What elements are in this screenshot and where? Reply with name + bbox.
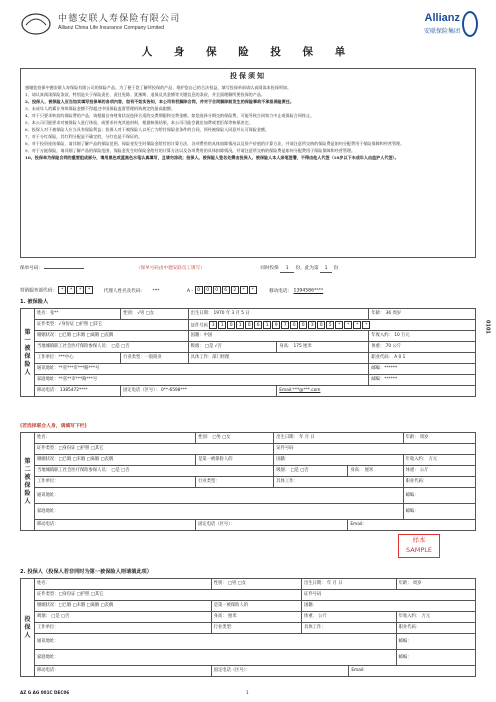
form-code: AZ G AG 001C DEC06 (20, 690, 70, 695)
notice-item: 4、对于只要求转款的保险费的产品，请根据自身财务状况选择合适的交费期限和交费金额。如您选择分期交纳保险费，可能导致合同效力中止或保险合同终止。 (25, 112, 315, 118)
id-digit[interactable]: 1 (236, 321, 244, 329)
social-insurance-field[interactable]: 当地城镇职工社会医疗保险参保人员： □是 □否 (35, 466, 274, 477)
copies-mid: 份，此为第 (295, 266, 319, 271)
id-no-field[interactable]: 证件号码 (274, 444, 476, 455)
agency-code-box[interactable]: * (58, 286, 66, 294)
id-digit[interactable]: 0 (317, 321, 325, 329)
id-digit[interactable]: 0 (227, 321, 235, 329)
job-code-value[interactable]: A 0 1 (394, 355, 406, 361)
email-field[interactable]: Email: (349, 666, 476, 677)
mobile-field[interactable]: 移动电话： (35, 520, 196, 531)
smoke-field[interactable]: 吸烟： □是 □否 (35, 612, 212, 623)
agent-code-box[interactable]: 6 (222, 286, 230, 294)
policyholder-table (20, 578, 476, 677)
income-field[interactable]: 年收入约： 万元 (403, 455, 475, 466)
company-name-en: Allianz China Life Insurance Company Limited (58, 25, 165, 31)
home-zip-field[interactable]: 邮编：****** (369, 375, 476, 386)
id-digit[interactable]: * (344, 321, 352, 329)
notice-box (20, 68, 476, 258)
home-address-field[interactable]: 家庭地址：**省**市***路***号 (35, 375, 369, 386)
agent-code-box[interactable]: 0 (213, 286, 221, 294)
policy-no-field[interactable] (44, 268, 84, 269)
id-digit[interactable]: 5 (326, 321, 334, 329)
home-zip-field[interactable]: 邮编： (396, 650, 475, 666)
email-field[interactable]: Email:***@***.com (277, 386, 476, 397)
nationality-field[interactable]: 国籍： (302, 601, 476, 612)
address-field[interactable]: 通讯地址：**省***市***路***号 (35, 364, 369, 375)
id-digit[interactable]: 1 (263, 321, 271, 329)
insured1-side-label: 第一被保险人 (21, 309, 35, 397)
agent-row (20, 286, 476, 294)
id-digit[interactable]: * (335, 321, 343, 329)
height-field[interactable]: 身高： 175 厘米 (277, 342, 369, 353)
notice-item: 10、投保单为保险合同的重要组成部分，请用黑色或蓝黑色水笔认真填写，且请勿涂改；投保人、被保险人签名处需由投保人、被保险人本人亲笔签署，不得由他人代签（18岁以下未成年人由监护人代签）。 (25, 155, 399, 161)
simultaneous-label: 同时投保 (260, 266, 279, 271)
marital-field[interactable]: 婚姻状况：□已婚 □未婚 □离婚 □丧偶 (35, 601, 212, 612)
industry-field[interactable]: 行业类型： (211, 623, 301, 634)
id-digit[interactable]: 0 (290, 321, 298, 329)
job-code-label: 职业代码： (371, 355, 393, 361)
policy-row (20, 266, 476, 273)
zip-field[interactable]: 邮编： (403, 488, 475, 504)
notice-item: 8、对于投资连结保险，请详细了解产品的保险范围，保险金发生时保险金给付的计算方法，各项费用的具体扣除情况以及资产价值的计算方法，并请注意所交纳的保险费是如何分配费用于保险保障和经营管理。 (25, 141, 405, 147)
id-digit[interactable]: * (362, 321, 370, 329)
age-field[interactable]: 年龄： 周岁 (396, 579, 475, 590)
agency-code-box[interactable]: * (76, 286, 84, 294)
marital-field[interactable]: 婚姻状况：□已婚 □未婚 □离婚 □丧偶 (35, 331, 189, 342)
address-field[interactable]: 通讯地址： (35, 634, 397, 650)
agent-code-box[interactable]: * (240, 286, 248, 294)
nationality-field[interactable]: 国籍： (274, 455, 403, 466)
notice-item: 2、投保人、被保险人应当如实填写投保单的各项内容，如有不如实告知，本公司有权解除合同，并对于合同解除前发生的保险事故不承担保险责任。 (25, 98, 294, 104)
income-field[interactable]: 年收入约： 10 万元 (369, 331, 476, 342)
mobile-label: 移动电话： (269, 288, 293, 294)
home-address-field[interactable]: 家庭地址： (35, 650, 397, 666)
job-field[interactable]: 具体工作：部门经理 (188, 353, 369, 364)
job-field[interactable]: 具体工作： (274, 477, 403, 488)
agent-mobile[interactable]: 1394586**** (293, 288, 324, 294)
id-type-field[interactable]: 证件类型：□身份证 □护照 □其它 (35, 590, 302, 601)
industry-field[interactable]: 行业类型： (196, 477, 274, 488)
agency-code-box[interactable]: * (67, 286, 75, 294)
id-digit[interactable]: 1 (218, 321, 226, 329)
name-field[interactable]: 姓名： (35, 579, 212, 590)
income-field[interactable]: 年收入约： 万元 (396, 612, 475, 623)
id-digit[interactable]: 9 (272, 321, 280, 329)
agent-code-box[interactable]: * (249, 286, 257, 294)
id-no-boxes[interactable] (209, 324, 371, 329)
section2-note: (若选择联合人身，请填写下栏) (20, 424, 87, 429)
marital-field[interactable]: 婚姻状况：□已婚 □未婚 □离婚 □丧偶 (35, 455, 196, 466)
notice-item: 7、对于分红保险，其红利分配是不确定的，分红也是不保证的。 (25, 134, 143, 140)
weight-field[interactable]: 体重： 公斤 (403, 466, 475, 477)
policy-no-label: 保单号码： (20, 266, 43, 271)
dob-field[interactable]: 出生日期： 年 月 日 (274, 433, 403, 444)
agent-code-box[interactable]: 2 (231, 286, 239, 294)
smoke-field[interactable]: 吸烟： □是 √否 (188, 342, 277, 353)
dob-value[interactable]: 1970 年 3 月 5 日 (213, 311, 250, 317)
notice-intro: 感谢您投保中德安联人寿保险有限公司的保险产品。为了便于您了解所投保的产品、维护您自己的合法权益，填写投保单前请认真阅读本投保须知。 (25, 84, 292, 90)
section3-title: 2. 投保人（投保人若非同时为第一被保险人则请填此项） (20, 569, 152, 575)
age-value[interactable]: 36 周岁 (385, 311, 402, 317)
job-code-field[interactable]: 职业代码： (403, 477, 475, 488)
name-value[interactable]: 张** (49, 311, 59, 317)
notice-item: 6、投保人对于被保险人应当具有保险利益；投保人对于被保险人以死亡为给付保险金条件的合同，须经被保险人同意并认可保险金额。 (25, 127, 270, 133)
notice-item: 9、对于万能保险，请详细了解产品的保险范围，保险金发生时保险金给付的计算方法以及各项费用的具体扣除情况，并请注意所交纳的保险费是如何分配费用于保险保障和经营管理。 (25, 148, 356, 154)
job-field[interactable]: 具体工作： (302, 623, 397, 634)
nationality-field[interactable]: 国籍：中国 (188, 331, 369, 342)
side-code: 0101 (484, 320, 491, 334)
copies-end: 份 (333, 266, 339, 271)
insured2-side-label: 第二被保险人 (21, 433, 35, 531)
home-zip-field[interactable]: 邮编： (403, 504, 475, 520)
policy-no-note: （保单号码由中德安联员工填写） (135, 266, 205, 271)
id-digit[interactable]: * (353, 321, 361, 329)
agent-code-box[interactable]: 0 (204, 286, 212, 294)
id-digit[interactable]: 0 (299, 321, 307, 329)
gender-field[interactable]: 性别： √男 □女 (121, 309, 189, 320)
gender-field[interactable]: 性别： □男 □女 (196, 433, 274, 444)
company-logo-icon (20, 11, 52, 37)
height-field[interactable]: 身高： 厘米 (211, 612, 301, 623)
name-field[interactable]: 姓名： (35, 433, 196, 444)
mobile-field[interactable]: 移动电话： (35, 666, 212, 677)
brand-subtitle: 安联保险集团 (423, 28, 460, 35)
social-insurance-field[interactable]: 当地城镇职工社会医疗保险参保人员： □是 □否 (35, 342, 189, 353)
agent-prefix: A - (186, 288, 194, 294)
id-digit[interactable]: 7 (281, 321, 289, 329)
allianz-eagle-icon (462, 11, 478, 37)
company-name-cn: 中德安联人寿保险有限公司 (58, 14, 181, 24)
notice-title: 投保须知 (230, 72, 266, 80)
employer-field[interactable]: 工作单位： (35, 477, 196, 488)
relation-field[interactable]: 是第一被保险人的 (211, 601, 301, 612)
id-digit[interactable]: 3 (209, 321, 217, 329)
notice-item: 5、本公司可能要求对被保险人进行体检，或要求补充其他材料，根据核保结果，本公司可能会做出加费或者拒保等核保决定。 (25, 119, 253, 125)
notice-body (21, 81, 475, 165)
agency-code-box[interactable]: * (85, 286, 93, 294)
name-label: 姓名： (37, 311, 50, 317)
agent-code-box[interactable]: 0 (195, 286, 203, 294)
sample-stamp-en: SAMPLE (406, 546, 432, 554)
id-type-field[interactable]: 证件类型：√身份证 □护照 □其它 (35, 320, 189, 331)
job-code-field[interactable]: 职业代码： (396, 623, 475, 634)
section1-title: 1. 被保险人 (20, 299, 49, 305)
sample-stamp (398, 534, 440, 558)
zip-field[interactable]: 邮编：****** (369, 364, 476, 375)
mobile-field[interactable]: 移动电话： 1385472**** (35, 386, 121, 397)
dob-field[interactable]: 出生日期： 年 月 日 (302, 579, 397, 590)
height-field[interactable]: 身高： 厘米 (348, 466, 403, 477)
weight-field[interactable]: 体重： 70 公斤 (369, 342, 476, 353)
id-no-label: 证件号码 (190, 323, 208, 329)
smoke-field[interactable]: 吸烟： □是 □否 (274, 466, 348, 477)
gender-field[interactable]: 性别： □男 □女 (211, 579, 301, 590)
notice-item: 1、请认真阅读保险条款，特别是关于保险责任、责任免除、犹豫期、退保及其金额等关键信息的条款，并全面理解所要投保的产品。 (25, 91, 266, 97)
page-number: 1 (246, 690, 249, 695)
email-field[interactable]: Email: (348, 520, 476, 531)
employer-field[interactable]: 工作单位：***中心 (35, 353, 121, 364)
weight-field[interactable]: 体重： 公斤 (302, 612, 397, 623)
insured1-table (20, 308, 476, 397)
home-address-field[interactable]: 家庭地址： (35, 504, 404, 520)
agent-label: 代理人姓名及代码： (103, 288, 146, 294)
page-title: 人 身 保 险 投 保 单 (141, 46, 355, 58)
dob-label: 出生日期： (190, 311, 213, 317)
insured2-table (20, 432, 476, 531)
employer-field[interactable]: 工作单位： (35, 623, 212, 634)
phone-field[interactable]: 固定电话（区号）： (196, 520, 348, 531)
copies-index[interactable]: 1 (320, 266, 332, 273)
policyholder-side-label: 投保人 (21, 579, 35, 677)
age-field[interactable]: 年龄： 周岁 (403, 433, 475, 444)
phone-field[interactable]: 固定电话（区号）： 0**-6598*** (121, 386, 277, 397)
agent-name[interactable]: *** (152, 288, 160, 294)
notice-item: 3、未成年人的累计身故保险金额不得超过中国保险监督管理机构规定的最高限额。 (25, 105, 175, 111)
id-digit[interactable]: 3 (308, 321, 316, 329)
phone-field[interactable]: 固定电话（区号）： (211, 666, 349, 677)
id-digit[interactable]: 6 (254, 321, 262, 329)
age-label: 年龄： (371, 311, 385, 317)
id-type-field[interactable]: 证件类型：□身份证 □护照 □其它 (35, 444, 274, 455)
id-digit[interactable]: 0 (245, 321, 253, 329)
agency-label: 营销服务部代码： (20, 288, 57, 294)
brand-logo: Allianz (424, 12, 460, 24)
address-field[interactable]: 通讯地址： (35, 488, 404, 504)
relation-field[interactable]: 是第一被保险人的 (196, 455, 274, 466)
sample-stamp-cn: 样本 (412, 536, 426, 544)
industry-field[interactable]: 行业类型：一般商业 (121, 353, 189, 364)
zip-field[interactable]: 邮编： (396, 634, 475, 650)
simultaneous-value[interactable]: 1 (280, 266, 294, 273)
id-no-field[interactable]: 证件号码 (302, 590, 476, 601)
